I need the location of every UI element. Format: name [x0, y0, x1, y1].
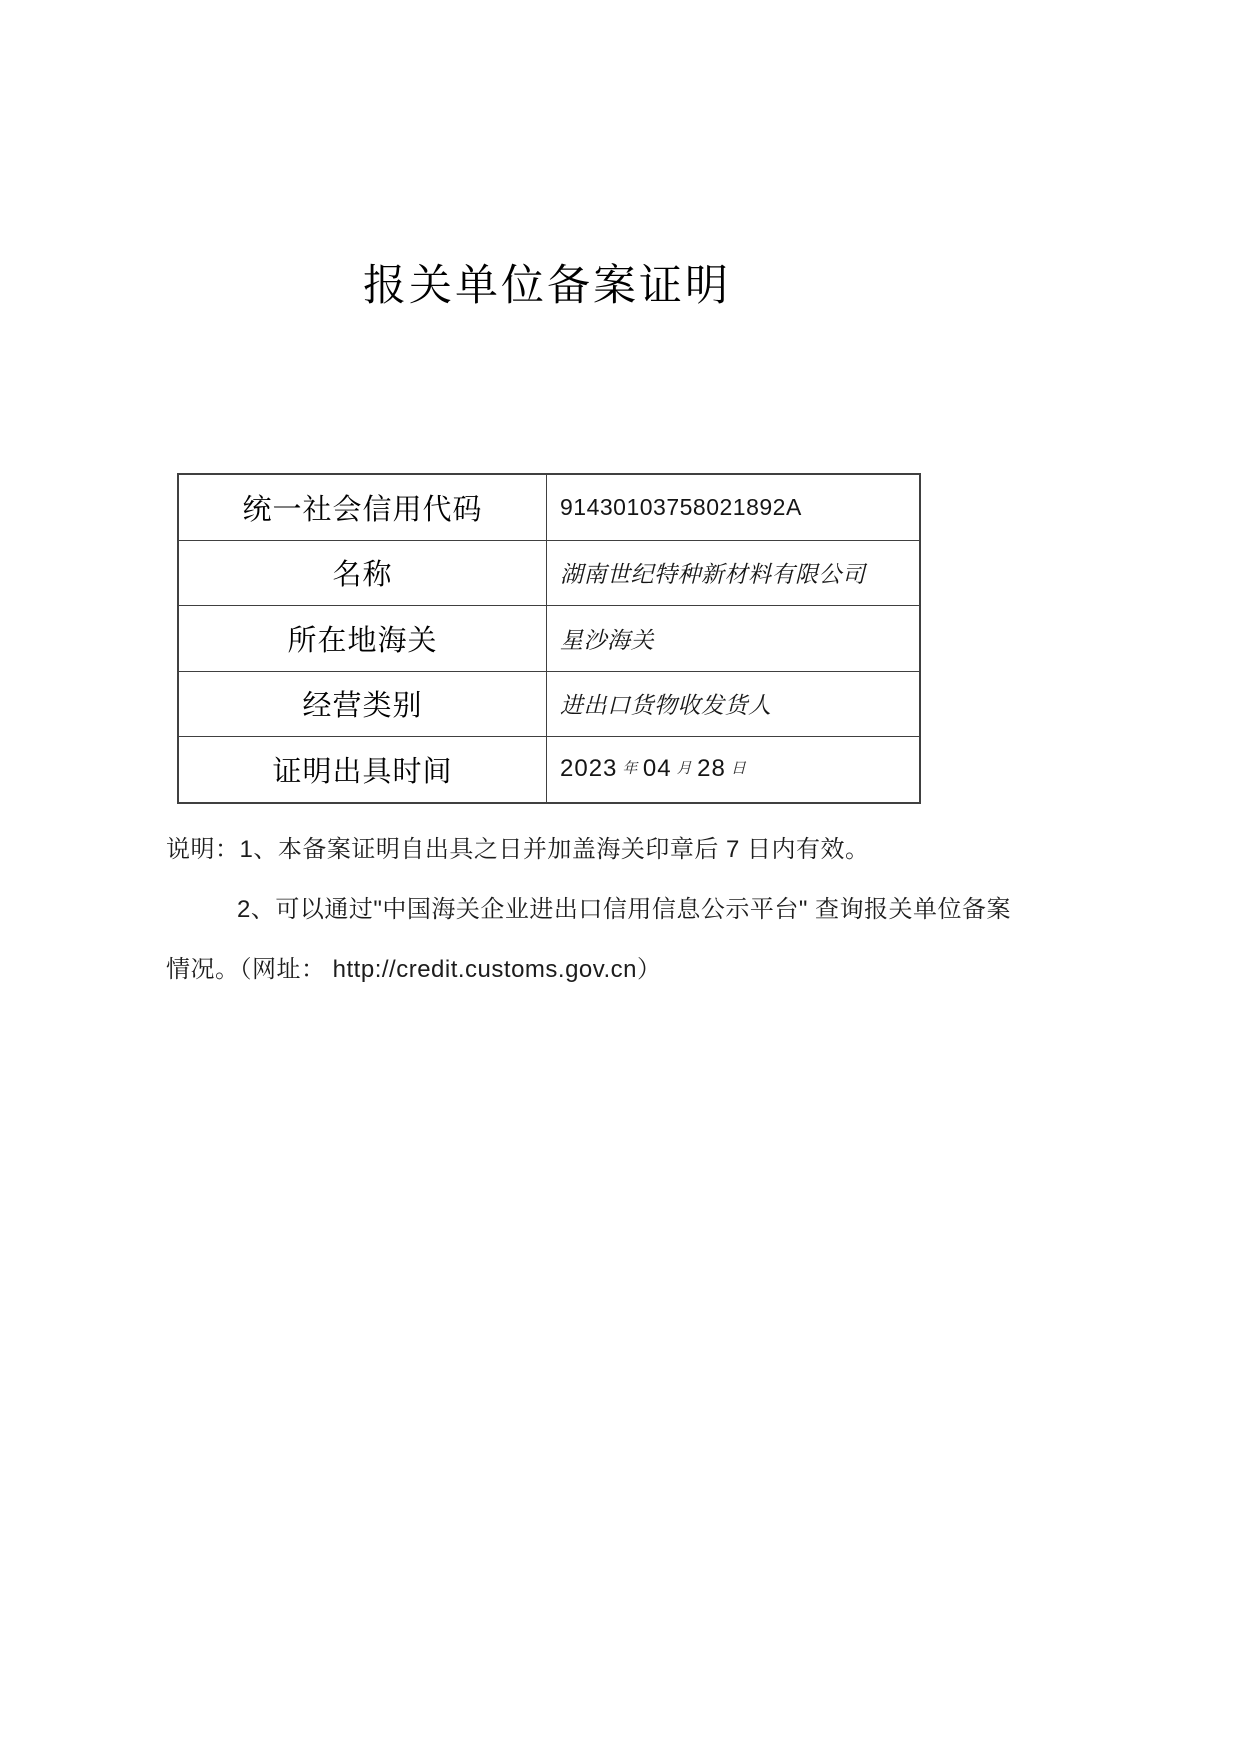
document-title: 报关单位备案证明	[363, 262, 731, 310]
credit-code-value: 91430103758021892A	[560, 493, 802, 520]
table-row-credit-code	[179, 475, 919, 541]
table-row-customs-office	[179, 606, 919, 672]
note-line-2: 2、可以通过"中国海关企业进出口信用信息公示平台" 查询报关单位备案	[237, 896, 1012, 923]
credit-code-label: 统一社会信用代码	[179, 475, 547, 540]
date-day-unit: 日	[730, 758, 747, 777]
issue-date-value	[547, 737, 919, 802]
note-line-1: 说明：1、本备案证明自出具之日并加盖海关印章后 7 日内有效。	[166, 836, 870, 863]
date-year-unit: 年	[622, 758, 638, 777]
date-month-unit: 月	[676, 758, 693, 777]
date-month: 04	[642, 755, 672, 783]
table-row-company-name	[179, 541, 919, 607]
note-line-3: 情况。（网址： http://credit.customs.gov.cn）	[166, 956, 662, 983]
table-row-issue-date	[179, 737, 919, 802]
business-category-value: 进出口货物收发货人	[560, 693, 772, 720]
date-day: 28	[697, 755, 726, 783]
customs-office-value: 星沙海关	[560, 627, 654, 654]
company-name-label: 名称	[179, 541, 547, 606]
customs-office-label: 所在地海关	[179, 606, 547, 671]
date-year: 2023	[560, 755, 618, 783]
registration-table	[177, 473, 921, 804]
issue-date-label: 证明出具时间	[179, 737, 547, 802]
business-category-label: 经营类别	[179, 672, 547, 737]
table-row-business-category	[179, 672, 919, 738]
company-name-value: 湖南世纪特种新材料有限公司	[560, 562, 866, 589]
